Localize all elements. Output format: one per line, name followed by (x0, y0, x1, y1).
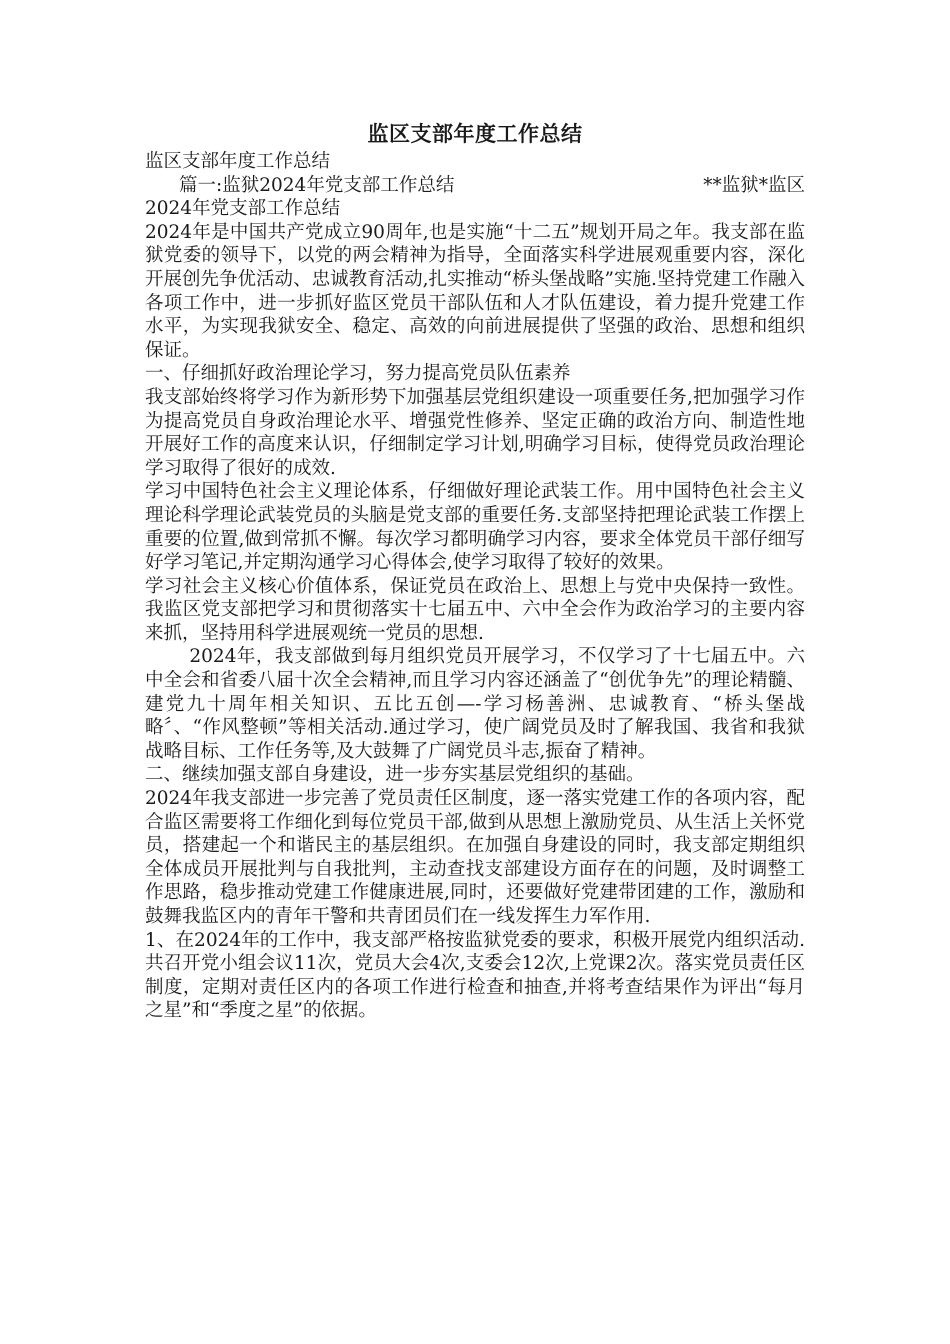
document-subtitle: 监区支部年度工作总结 (145, 151, 331, 172)
article-header (145, 174, 805, 198)
article-header-continuation: 2024年党支部工作总结 (145, 198, 341, 220)
section-heading-1: 一、仔细抓好政治理论学习，努力提高党员队伍素养 (145, 363, 571, 385)
paragraph-intro: 2024年是中国共产党成立90周年,也是实施“十二五”规划开局之年。我支部在监狱党委的领导下，以党的两会精神为指导，全面落实科学进展观重要内容，深化开展创先争优活动、忠诚教育活动,扎实推动“桥头堡战略”实施.坚持党建工作融入各项工作中，进一步抓好监区党员干部队伍和人才队伍建设，着力提升党建工作水平，为实现我狱安全、稳定、高效的向前进展提供了坚强的政治、思想和组织保证。 (145, 221, 805, 361)
paragraph: 2024年我支部进一步完善了党员责任区制度，逐一落实党建工作的各项内容，配合监区需要将工作细化到每位党员干部,做到从思想上激励党员、从生活上关怀党员，搭建起一个和谐民主的基层组织。在加强自身建设的同时，我支部定期组织全体成员开展批判与自我批判，主动查找支部建设方面存在的问题，及时调整工作思路，稳步推动党建工作健康进展,同时，还要做好党建带团建的工作，激励和鼓舞我监区内的青年干警和共青团员们在一线发挥生力军作用. (145, 788, 805, 927)
paragraph: 2024年，我支部做到每月组织党员开展学习，不仅学习了十七届五中。六中全会和省委八届十次全会精神,而且学习内容还涵盖了“创优争先”的理论精髓、建党九十周年相关知识、五比五创—-学习杨善洲、忠诚教育、“桥头堡战略〞、“作风整顿”等相关活动.通过学习，使广阔党员及时了解我国、我省和我狱战略目标、工作任务等,及大鼓舞了广阔党员斗志,振奋了精神。 (145, 646, 805, 762)
section-heading-2: 二、继续加强支部自身建设，进一步夯实基层党组织的基础。 (145, 764, 645, 786)
paragraph: 学习社会主义核心价值体系，保证党员在政治上、思想上与党中央保持一致性。我监区党支部把学习和贯彻落实十七届五中、六中全会作为政治学习的主要内容来抓，坚持用科学进展观统一党员的思想. (145, 575, 805, 644)
article-header-right: **监狱*监区 (703, 174, 805, 196)
article-header-left: 篇一:监狱2024年党支部工作总结 (179, 174, 455, 196)
document-page (145, 118, 805, 1023)
paragraph: 学习中国特色社会主义理论体系，仔细做好理论武装工作。用中国特色社会主义理论科学理论武装党员的头脑是党支部的重要任务.支部坚持把理论武装工作摆上重要的位置,做到常抓不懈。每次学习都明确学习内容，要求全体党员干部仔细写好学习笔记,并定期沟通学习心得体会,使学习取得了较好的效果。 (145, 481, 805, 574)
paragraph: 我支部始终将学习作为新形势下加强基层党组织建设一项重要任务,把加强学习作为提高党员自身政治理论水平、增强党性修养、坚定正确的政治方向、制造性地开展好工作的高度来认识，仔细制定学习计划,明确学习目标，使得党员政治理论学习取得了很好的成效. (145, 386, 805, 479)
paragraph: 1、在2024年的工作中，我支部严格按监狱党委的要求，积极开展党内组织活动.共召开党小组会议11次，党员大会4次,支委会12次,上党课2次。落实党员责任区制度，定期对责任区内的各项工作进行检查和抽查,并将考查结果作为评出“每月之星”和“季度之星”的依据。 (145, 929, 805, 1022)
document-title: 监区支部年度工作总结 (367, 121, 583, 146)
